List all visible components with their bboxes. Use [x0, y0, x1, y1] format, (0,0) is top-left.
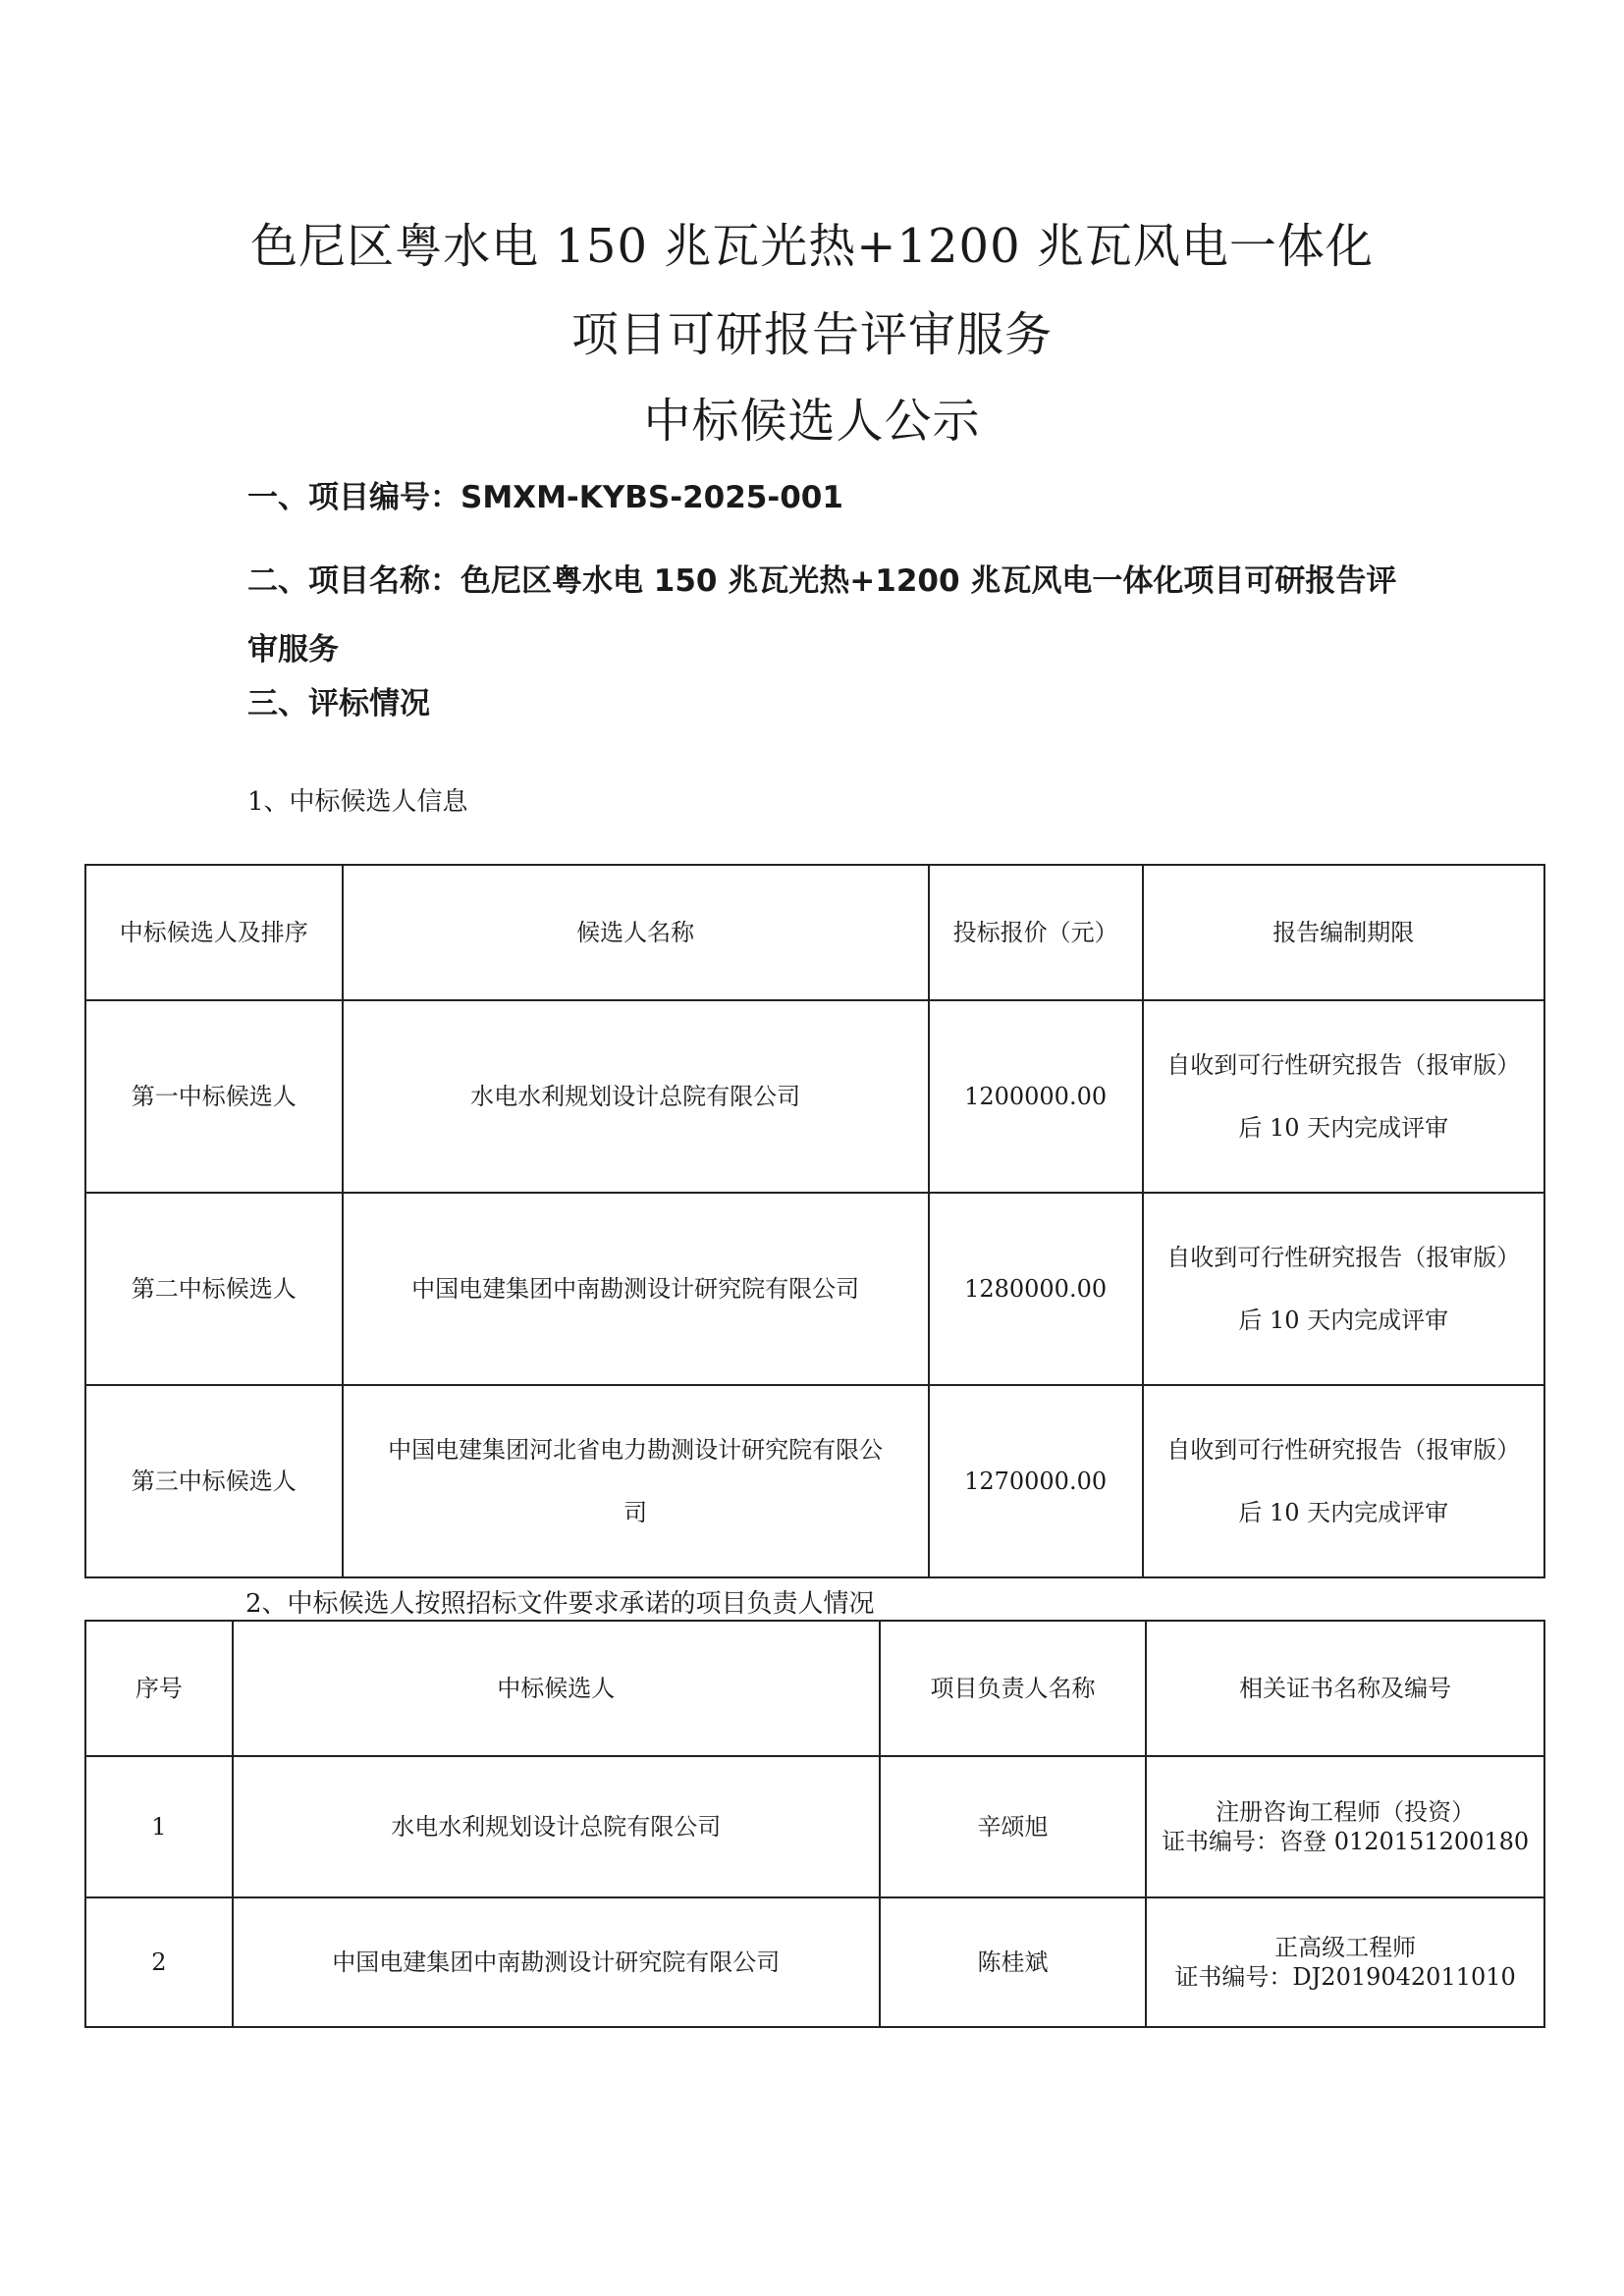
- table-row: [85, 1385, 1544, 1577]
- header-rank: 中标候选人及排序: [85, 865, 343, 1000]
- candidates-info-heading: 1、中标候选人信息: [247, 787, 468, 817]
- cert-line-2: 证书编号：DJ2019042011010: [1174, 1963, 1516, 1991]
- header-no: 序号: [85, 1621, 233, 1756]
- candidates-table: [84, 864, 1545, 1578]
- row-candidate: 中国电建集团中南勘测设计研究院有限公司: [233, 1897, 880, 2027]
- header-name: 候选人名称: [343, 865, 929, 1000]
- name-line-1: 中国电建集团河北省电力勘测设计研究院有限公: [388, 1436, 884, 1464]
- period-line-1: 自收到可行性研究报告（报审版）: [1166, 1244, 1521, 1271]
- candidate-name: 水电水利规划设计总院有限公司: [343, 1000, 929, 1193]
- project-name: 二、项目名称：色尼区粤水电 150 兆瓦光热+1200 兆瓦风电一体化项目可研报告评审服务: [247, 563, 1397, 667]
- evaluation-heading: 三、评标情况: [247, 686, 430, 721]
- row-candidate: 水电水利规划设计总院有限公司: [233, 1756, 880, 1897]
- period-line-2: 后 10 天内完成评审: [1238, 1307, 1449, 1334]
- project-leaders-heading: 2、中标候选人按照招标文件要求承诺的项目负责人情况: [245, 1589, 875, 1619]
- table-header-row: [85, 1621, 1544, 1756]
- candidate-rank: 第二中标候选人: [85, 1193, 343, 1385]
- row-no: 2: [85, 1897, 233, 2027]
- cert-line-1: 注册咨询工程师（投资）: [1216, 1798, 1476, 1826]
- table-row: [85, 1193, 1544, 1385]
- row-cert: [1146, 1897, 1544, 2027]
- candidate-period: [1143, 1000, 1544, 1193]
- candidate-rank: 第一中标候选人: [85, 1000, 343, 1193]
- candidate-price: 1200000.00: [929, 1000, 1143, 1193]
- candidate-price: 1280000.00: [929, 1193, 1143, 1385]
- title-line-1: 色尼区粤水电 150 兆瓦光热+1200 兆瓦风电一体化: [250, 219, 1374, 274]
- candidate-rank: 第三中标候选人: [85, 1385, 343, 1577]
- table-header-row: [85, 865, 1544, 1000]
- period-line-2: 后 10 天内完成评审: [1238, 1499, 1449, 1526]
- header-price: 投标报价（元）: [929, 865, 1143, 1000]
- title-line-2: 项目可研报告评审服务: [570, 307, 1053, 362]
- cert-line-1: 正高级工程师: [1274, 1934, 1417, 1961]
- header-candidate: 中标候选人: [233, 1621, 880, 1756]
- period-line-1: 自收到可行性研究报告（报审版）: [1166, 1051, 1521, 1079]
- header-leader: 项目负责人名称: [880, 1621, 1147, 1756]
- period-line-1: 自收到可行性研究报告（报审版）: [1166, 1436, 1521, 1464]
- cert-line-2: 证书编号：咨登 0120151200180: [1162, 1828, 1530, 1855]
- project-leaders-table: [84, 1620, 1545, 2028]
- table-row: [85, 1000, 1544, 1193]
- candidate-name: 中国电建集团中南勘测设计研究院有限公司: [343, 1193, 929, 1385]
- header-cert: 相关证书名称及编号: [1146, 1621, 1544, 1756]
- row-cert: [1146, 1756, 1544, 1897]
- table-row: [85, 1756, 1544, 1897]
- candidate-price: 1270000.00: [929, 1385, 1143, 1577]
- candidate-period: [1143, 1193, 1544, 1385]
- period-line-2: 后 10 天内完成评审: [1238, 1114, 1449, 1142]
- title-line-3: 中标候选人公示: [643, 394, 981, 449]
- name-line-2: 司: [623, 1499, 648, 1526]
- project-number: 一、项目编号：SMXM-KYBS-2025-001: [247, 480, 843, 515]
- candidate-period: [1143, 1385, 1544, 1577]
- row-leader: 陈桂斌: [880, 1897, 1147, 2027]
- row-no: 1: [85, 1756, 233, 1897]
- header-period: 报告编制期限: [1143, 865, 1544, 1000]
- table-row: [85, 1897, 1544, 2027]
- candidate-name: [343, 1385, 929, 1577]
- row-leader: 辛颂旭: [880, 1756, 1147, 1897]
